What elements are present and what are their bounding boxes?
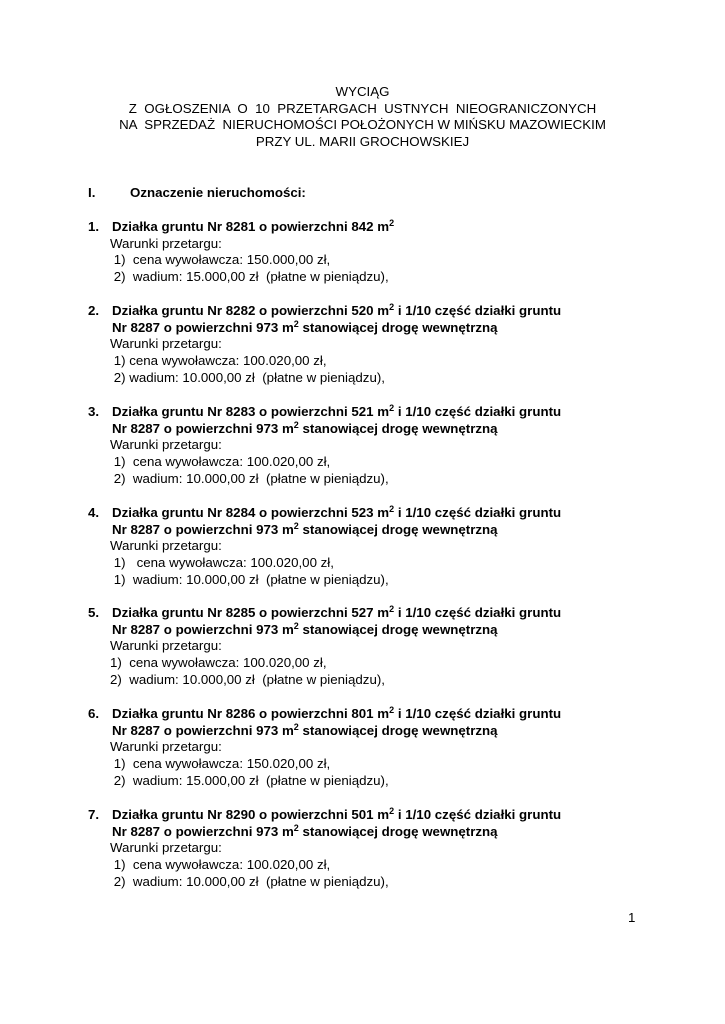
road-share-description xyxy=(88,723,561,740)
road-parcel-text: Nr 8287 o powierzchni 973 m xyxy=(112,621,294,637)
road-share-description xyxy=(88,622,561,639)
conditions-label: Warunki przetargu: xyxy=(110,538,222,554)
parcel-description: Działka gruntu Nr 8284 o powierzchni 523 m xyxy=(112,505,390,520)
parcel-description: Działka gruntu Nr 8282 o powierzchni 520 m xyxy=(112,303,390,318)
area-exponent: 2 xyxy=(293,620,299,631)
conditions-label: Warunki przetargu: xyxy=(110,739,222,755)
parcel-description: Działka gruntu Nr 8283 o powierzchni 521 m xyxy=(112,404,390,419)
parcel-description: Działka gruntu Nr 8281 o powierzchni 842 m xyxy=(112,219,390,234)
road-parcel-text: Nr 8287 o powierzchni 973 m xyxy=(112,319,294,335)
road-parcel-suffix: stanowiącej drogę wewnętrzną xyxy=(298,823,498,839)
parcel-number: 1. xyxy=(88,219,100,234)
starting-price: 1) cena wywoławcza: 150.000,00 zł, xyxy=(110,252,331,268)
conditions-label: Warunki przetargu: xyxy=(110,336,222,352)
parcel-description-suffix: i 1/10 część działki gruntu xyxy=(394,303,562,318)
road-parcel-text: Nr 8287 o powierzchni 973 m xyxy=(112,722,294,738)
parcel-description-suffix: i 1/10 część działki gruntu xyxy=(394,807,562,822)
parcel-description-suffix: i 1/10 część działki gruntu xyxy=(394,605,562,620)
starting-price: 1) cena wywoławcza: 100.020,00 zł, xyxy=(110,555,334,571)
section-heading xyxy=(88,185,306,200)
deposit: 2) wadium: 10.000,00 zł (płatne w pieniądzu), xyxy=(110,470,389,486)
parcel-item-3 xyxy=(88,404,561,488)
parcel-item-4 xyxy=(88,505,561,589)
parcel-description-suffix: i 1/10 część działki gruntu xyxy=(394,505,562,520)
road-share-description xyxy=(88,522,561,539)
conditions-label: Warunki przetargu: xyxy=(110,638,222,654)
parcel-description: Działka gruntu Nr 8290 o powierzchni 501 m xyxy=(112,807,390,822)
starting-price: 1) cena wywoławcza: 100.020,00 zł, xyxy=(110,454,331,470)
area-exponent: 2 xyxy=(389,504,395,514)
area-exponent: 2 xyxy=(389,403,395,413)
conditions-label: Warunki przetargu: xyxy=(110,840,222,856)
area-exponent: 2 xyxy=(389,806,395,816)
header-subtitle-line1: Z OGŁOSZENIA O 10 PRZETARGACH USTNYCH NIEOGRANICZONYCH xyxy=(128,100,597,116)
document-header xyxy=(0,84,725,150)
road-parcel-text: Nr 8287 o powierzchni 973 m xyxy=(112,521,294,537)
deposit: 2) wadium: 15.000,00 zł (płatne w pieniądzu), xyxy=(110,772,389,788)
road-parcel-text: Nr 8287 o powierzchni 973 m xyxy=(112,420,294,436)
area-exponent: 2 xyxy=(293,318,299,329)
parcel-number: 4. xyxy=(88,505,100,520)
road-parcel-suffix: stanowiącej drogę wewnętrzną xyxy=(298,722,498,738)
parcel-heading xyxy=(88,505,561,522)
starting-price: 1) cena wywoławcza: 150.020,00 zł, xyxy=(110,756,331,772)
parcel-item-6 xyxy=(88,706,561,790)
section-number: I. xyxy=(88,185,96,200)
parcel-heading xyxy=(88,303,561,320)
parcel-item-2 xyxy=(88,303,561,387)
road-parcel-suffix: stanowiącej drogę wewnętrzną xyxy=(298,420,498,436)
road-parcel-suffix: stanowiącej drogę wewnętrzną xyxy=(298,521,498,537)
starting-price: 1) cena wywoławcza: 100.020,00 zł, xyxy=(110,353,327,369)
starting-price: 1) cena wywoławcza: 100.020,00 zł, xyxy=(110,655,327,671)
road-share-description xyxy=(88,421,561,438)
parcel-number: 3. xyxy=(88,404,100,419)
road-parcel-suffix: stanowiącej drogę wewnętrzną xyxy=(298,621,498,637)
page-number: 1 xyxy=(628,910,636,925)
area-exponent: 2 xyxy=(389,705,395,715)
area-exponent: 2 xyxy=(293,419,299,430)
area-exponent: 2 xyxy=(293,721,299,732)
parcel-heading xyxy=(88,807,561,824)
parcel-heading xyxy=(88,404,561,421)
starting-price: 1) cena wywoławcza: 100.020,00 zł, xyxy=(110,857,331,873)
deposit: 2) wadium: 15.000,00 zł (płatne w pieniądzu), xyxy=(110,269,389,285)
road-parcel-suffix: stanowiącej drogę wewnętrzną xyxy=(298,319,498,335)
area-exponent: 2 xyxy=(293,822,299,833)
conditions-label: Warunki przetargu: xyxy=(110,235,222,251)
road-parcel-text: Nr 8287 o powierzchni 973 m xyxy=(112,823,294,839)
area-exponent: 2 xyxy=(293,520,299,531)
parcel-description: Działka gruntu Nr 8286 o powierzchni 801 m xyxy=(112,706,390,721)
parcel-heading xyxy=(88,605,561,622)
parcel-number: 6. xyxy=(88,706,100,721)
road-share-description xyxy=(88,320,561,337)
road-share-description xyxy=(88,824,561,841)
parcel-heading xyxy=(88,219,394,236)
parcel-number: 5. xyxy=(88,605,100,620)
conditions-label: Warunki przetargu: xyxy=(110,437,222,453)
area-exponent: 2 xyxy=(389,218,395,228)
header-title: WYCIĄG xyxy=(335,84,390,99)
deposit: 2) wadium: 10.000,00 zł (płatne w pieniądzu), xyxy=(110,873,389,889)
deposit: 1) wadium: 10.000,00 zł (płatne w pieniądzu), xyxy=(110,571,389,587)
area-exponent: 2 xyxy=(389,302,395,312)
parcel-description-suffix: i 1/10 część działki gruntu xyxy=(394,706,562,721)
parcel-item-7 xyxy=(88,807,561,891)
deposit: 2) wadium: 10.000,00 zł (płatne w pieniądzu), xyxy=(110,671,385,687)
parcel-item-5 xyxy=(88,605,561,689)
parcel-number: 2. xyxy=(88,303,100,318)
header-subtitle-line3: PRZY UL. MARII GROCHOWSKIEJ xyxy=(255,133,470,149)
parcel-description-suffix: i 1/10 część działki gruntu xyxy=(394,404,562,419)
parcel-heading xyxy=(88,706,561,723)
section-title: Oznaczenie nieruchomości: xyxy=(130,185,306,200)
parcel-number: 7. xyxy=(88,807,100,822)
parcel-description: Działka gruntu Nr 8285 o powierzchni 527 m xyxy=(112,605,390,620)
parcel-item-1 xyxy=(88,219,394,286)
header-subtitle-line2: NA SPRZEDAŻ NIERUCHOMOŚCI POŁOŻONYCH W MIŃSKU MAZOWIECKIM xyxy=(119,117,606,132)
deposit: 2) wadium: 10.000,00 zł (płatne w pieniądzu), xyxy=(110,369,385,385)
area-exponent: 2 xyxy=(389,604,395,614)
